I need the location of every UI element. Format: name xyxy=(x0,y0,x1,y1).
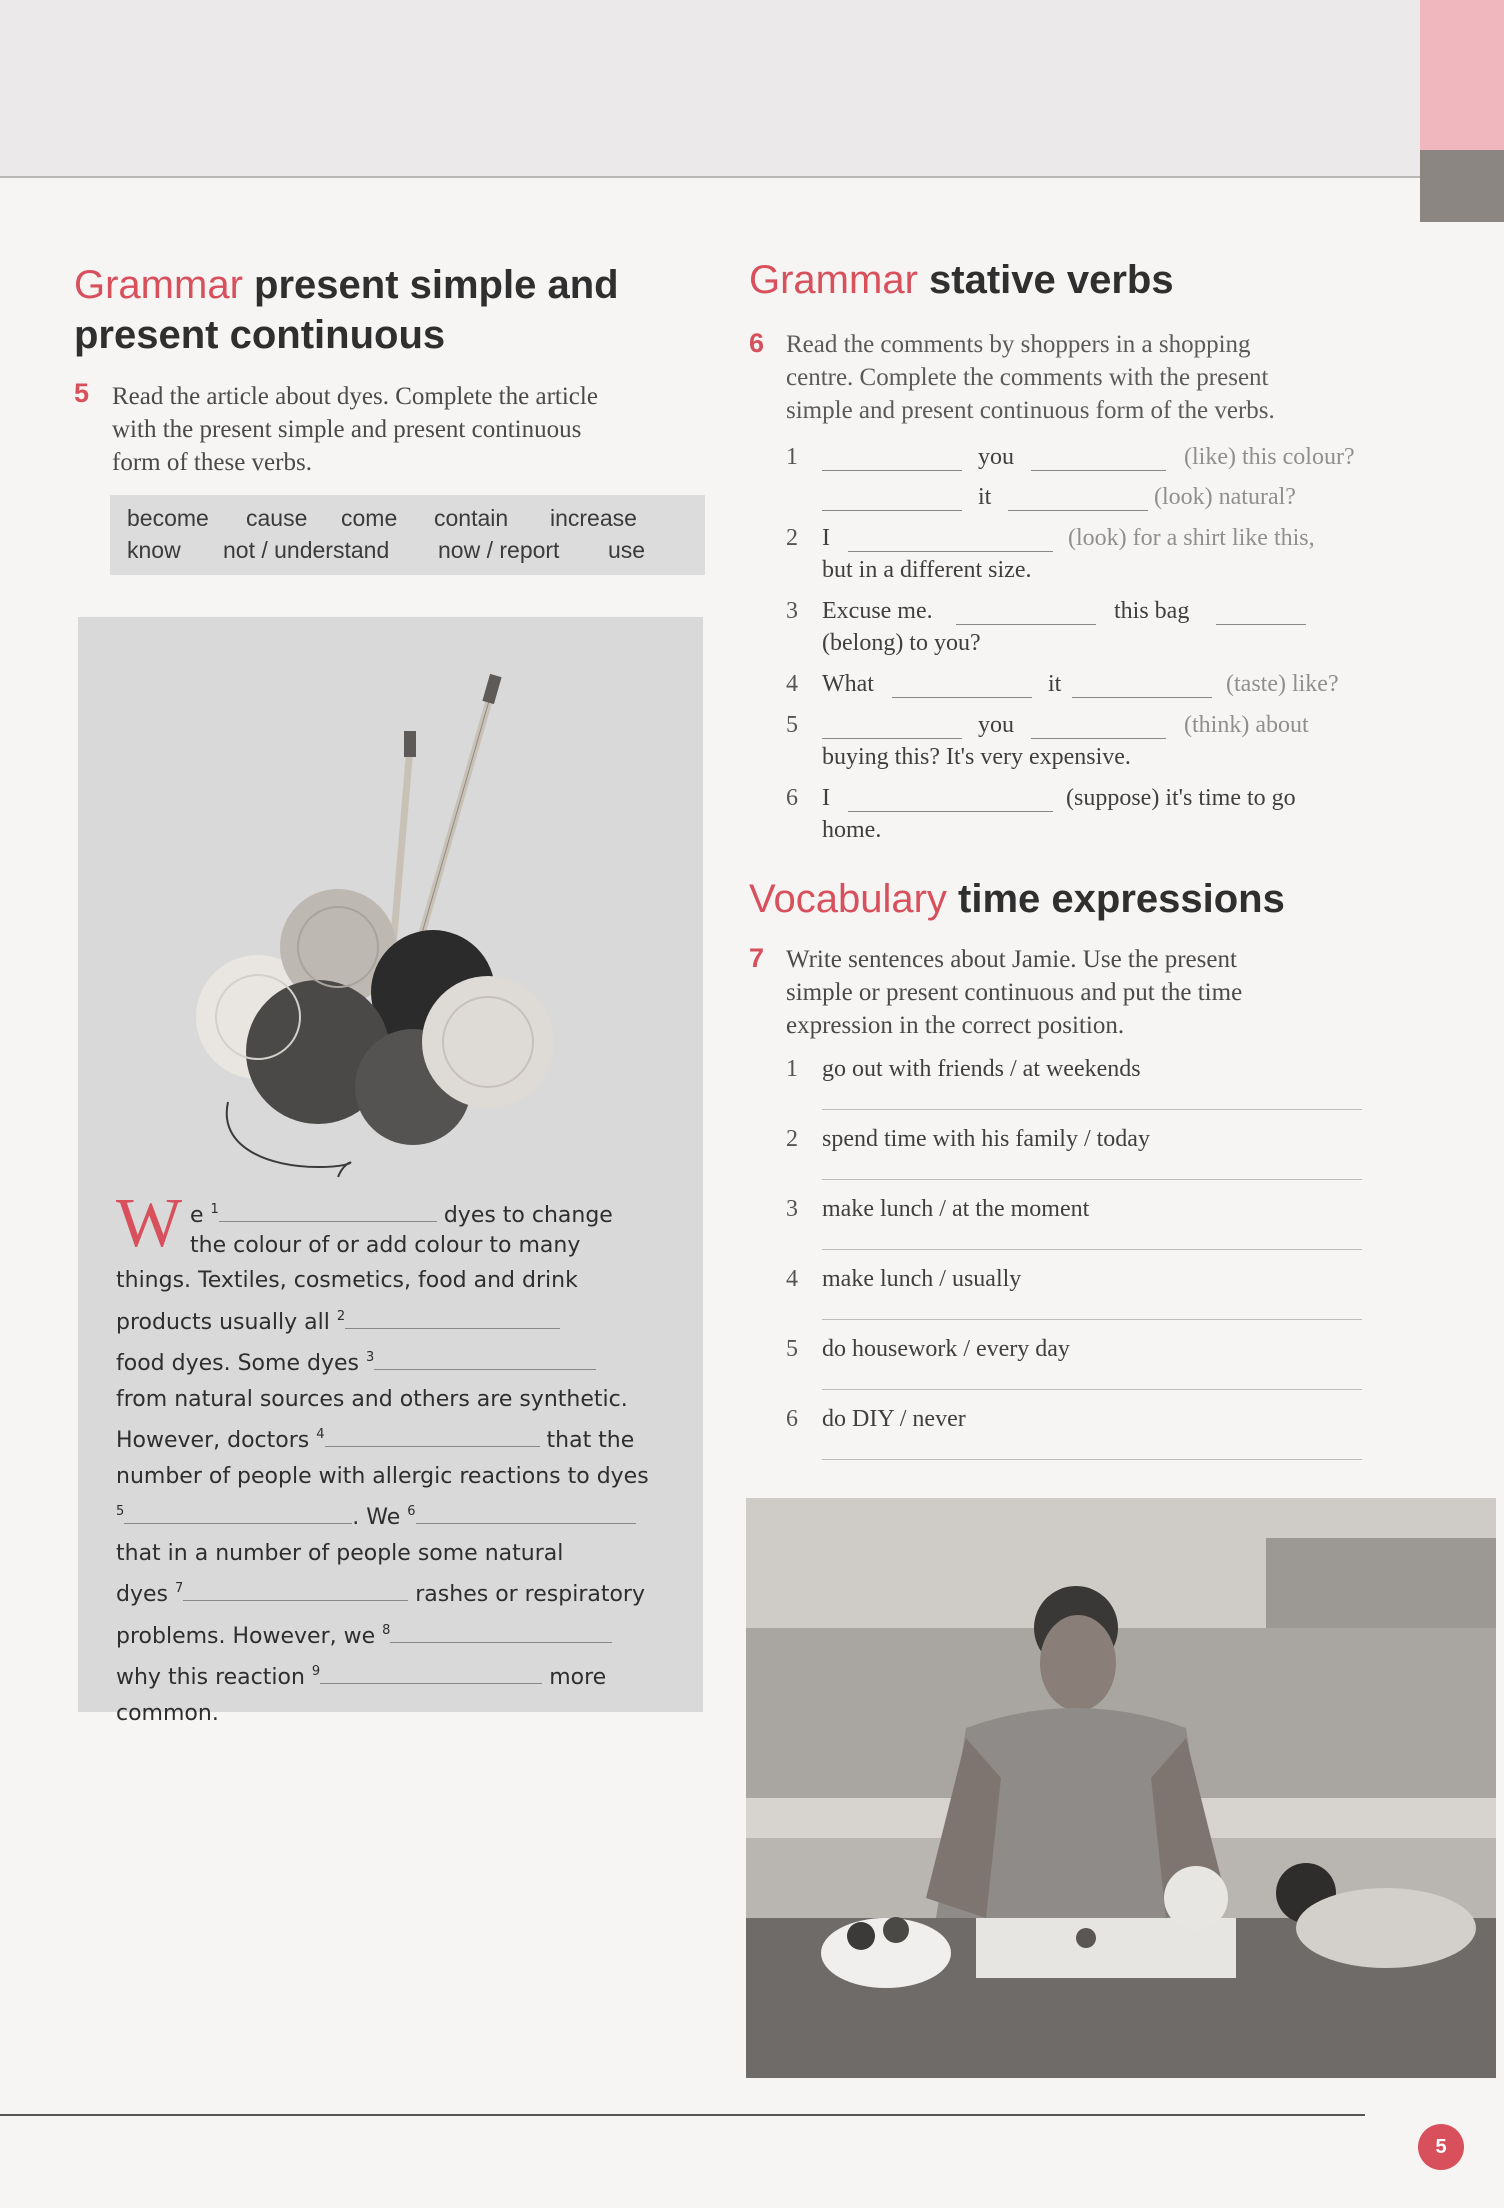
gap-number: 2 xyxy=(336,1308,346,1324)
ex6-instruction-line: simple and present continuous form of the verbs. xyxy=(786,397,1275,424)
article-line xyxy=(116,1340,676,1382)
ex6-instruction-line: Read the comments by shoppers in a shopping xyxy=(786,331,1251,358)
list-item xyxy=(786,1403,1366,1473)
article-word: However, doctors xyxy=(116,1428,310,1453)
article-line xyxy=(116,1571,676,1613)
item-number: 1 xyxy=(786,444,798,470)
gap-blank xyxy=(956,623,1096,625)
gap-blank xyxy=(848,810,1053,812)
item-text: (look) natural? xyxy=(1154,484,1296,510)
gap-blank xyxy=(892,696,1032,698)
vegetable xyxy=(1076,1928,1096,1948)
item-text: (suppose) it's time to go xyxy=(1066,785,1296,811)
gap-blank xyxy=(390,1641,612,1643)
item-number: 2 xyxy=(786,525,798,551)
article-word: . We xyxy=(352,1505,401,1530)
ex7-instruction-line: Write sentences about Jamie. Use the present xyxy=(786,946,1237,973)
ex5-heading-accent: Grammar xyxy=(74,263,243,307)
page-header-band xyxy=(0,0,1420,178)
vegetable xyxy=(883,1917,909,1943)
article-word: more xyxy=(549,1665,607,1690)
ex5-instruction-line: Read the article about dyes. Complete the article xyxy=(112,383,598,410)
gap-blank xyxy=(124,1522,352,1524)
item-text: you xyxy=(978,712,1014,738)
gap-number: 7 xyxy=(174,1581,184,1596)
item-number: 2 xyxy=(786,1126,798,1152)
wool-image xyxy=(188,647,608,1187)
article-word: problems. However, we xyxy=(116,1623,376,1649)
cauliflower xyxy=(1164,1866,1228,1930)
gap-number: 8 xyxy=(382,1622,391,1638)
word-box-item: come xyxy=(341,505,398,531)
footer-rule xyxy=(0,2114,1365,2116)
gap-blank xyxy=(1072,696,1212,698)
item-text: buying this? It's very expensive. xyxy=(822,744,1131,770)
item-number: 4 xyxy=(786,671,798,697)
word-box-item: cause xyxy=(246,505,308,531)
article-word: rashes or respiratory xyxy=(415,1582,645,1607)
gap-number: 3 xyxy=(365,1350,375,1365)
salad-plate xyxy=(1296,1888,1476,1968)
list-item xyxy=(786,1333,1366,1403)
section-tab-shadow xyxy=(1420,150,1504,222)
item-text: this bag xyxy=(1114,598,1190,624)
article-fragment xyxy=(190,1192,613,1234)
item-number: 1 xyxy=(786,1056,798,1082)
item-text: you xyxy=(978,444,1014,470)
item-text: (like) this colour? xyxy=(1184,444,1355,470)
gap-blank xyxy=(1216,623,1306,625)
item-number: 5 xyxy=(786,1336,798,1362)
item-number: 5 xyxy=(786,712,798,738)
word-box-item: become xyxy=(127,505,209,531)
word-box-item: know xyxy=(127,537,181,563)
vegetable xyxy=(847,1922,875,1950)
answer-line[interactable] xyxy=(822,1459,1362,1460)
article-line xyxy=(116,1417,676,1459)
word-box xyxy=(110,495,705,575)
gap-blank xyxy=(822,509,962,511)
answer-line[interactable] xyxy=(822,1249,1362,1250)
ex7-instruction-line: expression in the correct position. xyxy=(786,1012,1125,1039)
ex6-heading-accent: Grammar xyxy=(749,258,918,302)
item-number: 4 xyxy=(786,1266,798,1292)
ex7-number: 7 xyxy=(749,943,765,973)
gap-blank xyxy=(219,1220,437,1222)
article-word: that the xyxy=(546,1428,635,1453)
answer-line[interactable] xyxy=(822,1389,1362,1390)
page-number: 5 xyxy=(1418,2124,1464,2170)
ex6-heading xyxy=(749,255,1399,305)
gap-blank xyxy=(1031,469,1166,471)
word-box-item: use xyxy=(608,537,646,563)
word-box-item: now / report xyxy=(438,537,560,563)
item-text: make lunch / at the moment xyxy=(822,1196,1090,1222)
item-text: (belong) to you? xyxy=(822,630,981,656)
needle-cap xyxy=(482,674,501,704)
gap-blank xyxy=(848,550,1053,552)
gap-blank xyxy=(1008,509,1148,511)
item-text: I xyxy=(822,525,830,551)
article-line xyxy=(116,1299,676,1341)
article-text xyxy=(116,1185,676,1731)
article-word: food dyes. Some dyes xyxy=(116,1351,359,1376)
item-text: but in a different size. xyxy=(822,557,1032,583)
item-text: Excuse me. xyxy=(822,598,933,624)
list-item xyxy=(786,1263,1366,1333)
article-word: dyes xyxy=(116,1582,168,1607)
ex6-heading-rest: stative verbs xyxy=(929,258,1174,302)
gap-blank xyxy=(320,1682,542,1684)
item-text: I xyxy=(822,785,830,811)
article-line: from natural sources and others are synthetic. xyxy=(116,1386,628,1412)
gap-number: 1 xyxy=(210,1202,219,1217)
item-text: go out with friends / at weekends xyxy=(822,1056,1141,1082)
person-face xyxy=(1040,1615,1116,1711)
article-line xyxy=(116,1613,676,1655)
gap-blank xyxy=(345,1327,560,1329)
answer-line[interactable] xyxy=(822,1109,1362,1110)
list-item xyxy=(786,1123,1366,1193)
item-text: it xyxy=(978,484,992,510)
item-text: home. xyxy=(822,817,882,843)
article-word: e xyxy=(190,1203,204,1228)
article-line xyxy=(116,1654,676,1696)
gap-blank xyxy=(183,1599,408,1601)
gap-number: 4 xyxy=(316,1427,325,1442)
answer-line[interactable] xyxy=(822,1179,1362,1180)
item-text: What xyxy=(822,671,874,697)
article-line: the colour of or add colour to many xyxy=(190,1232,581,1258)
ex7-instruction xyxy=(786,943,1406,1042)
gap-blank xyxy=(416,1522,636,1524)
yarn-ball-cream xyxy=(422,976,554,1108)
gap-blank xyxy=(822,737,962,739)
item-text: (think) about xyxy=(1184,712,1309,738)
ex7-items xyxy=(786,1053,1366,1473)
gap-number: 5 xyxy=(116,1504,125,1519)
item-number: 3 xyxy=(786,598,798,624)
item-number: 3 xyxy=(786,1196,798,1222)
item-text: (taste) like? xyxy=(1226,671,1339,697)
ex5-heading xyxy=(74,260,694,360)
article-line: that in a number of people some natural xyxy=(116,1540,564,1566)
item-text: do housework / every day xyxy=(822,1336,1070,1362)
item-text: make lunch / usually xyxy=(822,1266,1022,1292)
item-text: spend time with his family / today xyxy=(822,1126,1150,1152)
ex7-instruction-line: simple or present continuous and put the time xyxy=(786,979,1243,1006)
item-text: do DIY / never xyxy=(822,1406,966,1432)
article-word: why this reaction xyxy=(116,1665,305,1690)
ex7-heading xyxy=(749,874,1399,924)
item-number: 6 xyxy=(786,1406,798,1432)
ex6-items xyxy=(786,441,1406,843)
word-box-item: contain xyxy=(434,505,509,531)
ex7-heading-accent: Vocabulary xyxy=(749,877,947,921)
gap-blank xyxy=(325,1445,540,1447)
word-box-item: increase xyxy=(550,505,637,531)
item-text: (look) for a shirt like this, xyxy=(1068,525,1315,551)
word-box-item: not / understand xyxy=(223,537,390,563)
gap-number: 9 xyxy=(311,1664,321,1679)
article-line: things. Textiles, cosmetics, food and drink xyxy=(116,1268,578,1293)
ex6-instruction xyxy=(786,328,1406,427)
article-line: number of people with allergic reactions to dyes xyxy=(116,1463,649,1489)
gap-blank xyxy=(374,1368,596,1370)
gap-blank xyxy=(822,469,962,471)
knitting-needle-edge xyxy=(418,687,493,947)
ex5-instruction-line: with the present simple and present continuous xyxy=(112,416,582,443)
ex7-heading-rest: time expressions xyxy=(958,877,1285,921)
item-number: 6 xyxy=(786,785,798,811)
ex5-number: 5 xyxy=(74,378,90,408)
gap-number: 6 xyxy=(407,1504,416,1519)
ex5-heading-line2: present continuous xyxy=(74,313,446,357)
ex5-instruction xyxy=(112,380,712,479)
knitting-needle xyxy=(393,747,410,947)
article-word: dyes to change xyxy=(443,1203,613,1228)
list-item xyxy=(786,1193,1366,1263)
dropcap-letter: W xyxy=(116,1185,183,1262)
ex6-number: 6 xyxy=(749,328,765,358)
item-text: it xyxy=(1048,671,1062,697)
article-line xyxy=(116,1494,676,1536)
kitchen-photo xyxy=(746,1498,1496,2078)
list-item xyxy=(786,1053,1366,1123)
ex5-heading-line1: present simple and xyxy=(254,263,619,307)
answer-line[interactable] xyxy=(822,1319,1362,1320)
article-word: products usually all xyxy=(116,1309,330,1335)
needle-cap xyxy=(404,731,416,757)
ex6-instruction-line: centre. Complete the comments with the present xyxy=(786,364,1269,391)
section-tab xyxy=(1420,0,1504,150)
ex5-instruction-line: form of these verbs. xyxy=(112,449,312,476)
gap-blank xyxy=(1031,737,1166,739)
article-line: common. xyxy=(116,1700,219,1726)
